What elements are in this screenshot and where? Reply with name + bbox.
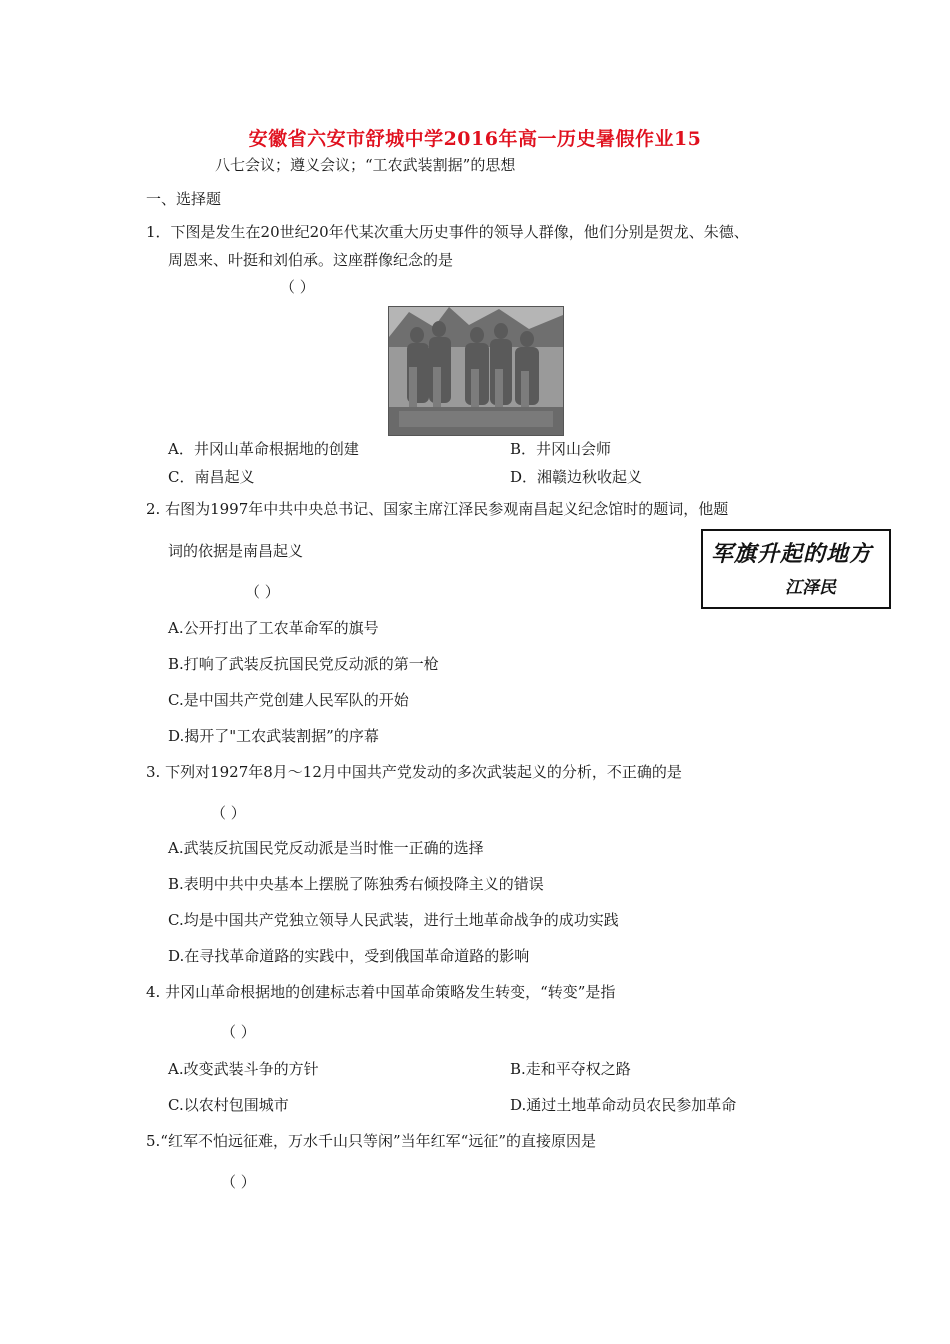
question-4-line-1: 4. 井冈山革命根据地的创建标志着中国革命策略发生转变，“转变”是指	[146, 983, 616, 1001]
question-1-option-b: B．井冈山会师	[510, 440, 612, 458]
section-heading: 一、选择题	[146, 190, 222, 208]
question-1-option-a: A．井冈山革命根据地的创建	[168, 440, 359, 458]
question-4-option-d: D.通过土地革命动员农民参加革命	[510, 1096, 737, 1114]
sculpture-image	[389, 307, 563, 435]
calligraphy-text: 军旗升起的地方	[711, 541, 873, 567]
question-2-option-b: B.打响了武装反抗国民党反动派的第一枪	[168, 655, 439, 673]
question-1-option-c: C．南昌起义	[168, 468, 255, 486]
question-1-line-2: 周恩来、叶挺和刘伯承。这座群像纪念的是	[168, 251, 454, 269]
question-3-answer-paren: （ ）	[211, 804, 246, 822]
page-title: 安徽省六安市舒城中学2016年高一历史暑假作业15	[248, 128, 702, 150]
question-2-option-a: A.公开打出了工农革命军的旗号	[168, 619, 379, 637]
calligraphy-signature: 江泽民	[785, 578, 836, 598]
question-3-line-1: 3. 下列对1927年8月～12月中国共产党发动的多次武装起义的分析，不正确的是	[146, 763, 682, 781]
question-3-option-b: B.表明中共中央基本上摆脱了陈独秀右倾投降主义的错误	[168, 875, 544, 893]
question-2-line-1: 2. 右图为1997年中共中央总书记、国家主席江泽民参观南昌起义纪念馆时的题词，他题	[146, 500, 729, 518]
question-1-option-d: D．湘赣边秋收起义	[510, 468, 643, 486]
question-4-answer-paren: （ ）	[221, 1023, 256, 1041]
question-5-line-1: 5.“红军不怕远征难，万水千山只等闲”当年红军“远征”的直接原因是	[146, 1132, 596, 1150]
question-4-option-c: C.以农村包围城市	[168, 1096, 289, 1114]
question-1-answer-paren: （ ）	[280, 278, 315, 296]
question-3-option-d: D.在寻找革命道路的实践中，受到俄国革命道路的影响	[168, 947, 530, 965]
question-2-line-2: 词的依据是南昌起义	[168, 542, 304, 560]
question-2-option-c: C.是中国共产党创建人民军队的开始	[168, 691, 409, 709]
question-4-option-b: B.走和平夺权之路	[510, 1060, 631, 1078]
question-5-answer-paren: （ ）	[221, 1173, 256, 1191]
question-2-option-d: D.揭开了"工农武装割据”的序幕	[168, 727, 379, 745]
subtitle: 八七会议；遵义会议；“工农武装割据”的思想	[215, 156, 516, 174]
question-3-option-a: A.武装反抗国民党反动派是当时惟一正确的选择	[168, 839, 484, 857]
question-3-option-c: C.均是中国共产党独立领导人民武装，进行土地革命战争的成功实践	[168, 911, 619, 929]
sculpture-group-photo	[388, 306, 564, 436]
question-2-answer-paren: （ ）	[245, 583, 280, 601]
question-1-line-1: 1．下图是发生在20世纪20年代某次重大历史事件的领导人群像，他们分别是贺龙、朱德、	[146, 223, 749, 241]
question-4-option-a: A.改变武装斗争的方针	[168, 1060, 319, 1078]
calligraphy-inscription	[701, 529, 891, 609]
